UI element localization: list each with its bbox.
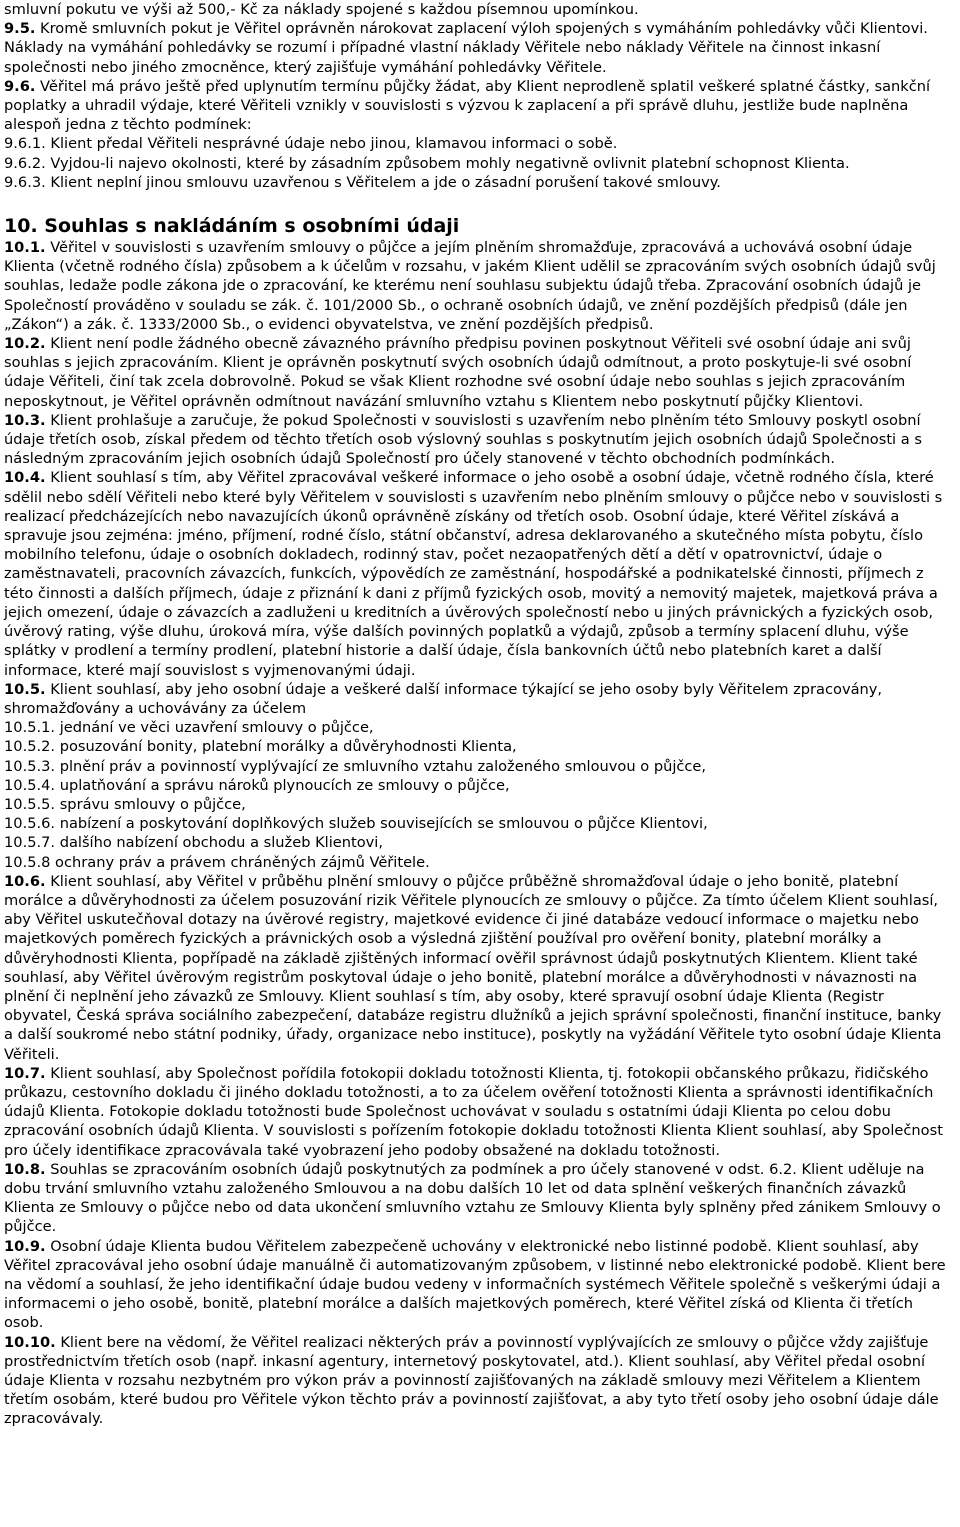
paragraph-10-7 bbox=[4, 1064, 954, 1160]
paragraph-10-5 bbox=[4, 680, 954, 718]
spacer bbox=[4, 192, 954, 211]
paragraph-10-9 bbox=[4, 1237, 954, 1333]
clause-number: 9.6. bbox=[4, 77, 36, 95]
list-item-10-5-6: 10.5.6. nabízení a poskytování doplňkových služeb souvisejících se smlouvou o půjčce Klientovi, bbox=[4, 815, 708, 833]
clause-number: 10.3. bbox=[4, 411, 46, 429]
list-item-10-5-4: 10.5.4. uplatňování a správu nároků plynoucích ze smlouvy o půjčce, bbox=[4, 776, 510, 794]
clause-text: Osobní údaje Klienta budou Věřitelem zabezpečeně uchovány v elektronické nebo listinné podobě. Klient souhlasí, aby Věřitel zpracovával jeho osobní údaje manuálně či automatizovaným způsobem, v listinné nebo elektronické podobě. Klient bere na vědomí a souhlasí, že jeho identifikační údaje budou vedeny v informačních systémech Věřitele společně s veškerými údaji a informacemi o jeho osobě, bonitě, platební morálce a dalších majetkových poměrech, které Věřitel získá od Klienta či třetích osob. bbox=[4, 1237, 946, 1332]
list-item-10-5-8: 10.5.8 ochrany práv a právem chráněných zájmů Věřitele. bbox=[4, 853, 430, 871]
clause-text: Klient není podle žádného obecně závazného právního předpisu povinen poskytnout Věřiteli své osobní údaje ani svůj souhlas s jejich zpracováním. Klient je oprávněn poskytnutí svých osobních údajů odmítnout, a proto poskytuje-li své osobní údaje Věřiteli, činí tak zcela dobrovolně. Pokud se však Klient rozhodne své osobní údaje nebo souhlas s jejich zpracováním neposkytnout, je Věřitel oprávněn odmítnout navázání smluvního vztahu s Klientem nebo poskytnutí půjčky Klientovi. bbox=[4, 335, 912, 410]
clause-number: 10.5. bbox=[4, 680, 46, 698]
clause-number: 10.1. bbox=[4, 239, 46, 257]
list-item-10-5-2: 10.5.2. posuzování bonity, platební morálky a důvěryhodnosti Klienta, bbox=[4, 738, 517, 756]
list-item-10-5-7: 10.5.7. dalšího nabízení obchodu a služeb Klientovi, bbox=[4, 834, 383, 852]
paragraph-10-10 bbox=[4, 1333, 954, 1429]
clause-text: Souhlas se zpracováním osobních údajů poskytnutých za podmínek a pro účely stanovené v odst. 6.2. Klient uděluje na dobu trvání smluvního vztahu založeného Smlouvou a na dobu dalších 10 let od data splnění veškerých finančních závazků Klienta ze Smlouvy o půjčce nebo od data ukončení smluvního vztahu ze Smlouvy Klienta byly splněny před zánikem Smlouvy o půjčce. bbox=[4, 1160, 941, 1236]
clause-text: Klient bere na vědomí, že Věřitel realizaci některých práv a povinností vyplývajících ze smlouvy o půjčce vždy zajišťuje prostřednictvím třetích osob (např. inkasní agentury, internetový poskytovatel, atd.). Klient souhlasí, aby Věřitel předal osobní údaje Klienta v rozsahu nezbytném pro výkon práv a povinností zajišťovaných na základě smlouvy mezi Věřitelem a Klientem třetím osobám, které budou pro Věřitele výkon těchto práv a povinností zajišťovat, a aby tyto třetí osoby jeho osobní údaje dále zpracovávaly. bbox=[4, 1333, 939, 1428]
paragraph-10-4 bbox=[4, 468, 954, 679]
clause-number: 9.5. bbox=[4, 20, 36, 38]
clause-text: Věřitel má právo ještě před uplynutím termínu půjčky žádat, aby Klient neprodleně splatil veškeré splatné částky, sankční poplatky a uhradil výdaje, které Věřiteli vznikly v souvislosti s výzvou k zaplacení a při správě dluhu, jestliže bude naplněna alespoň jedna z těchto podmínek: bbox=[4, 77, 931, 134]
clause-text: Klient souhlasí, aby jeho osobní údaje a veškeré další informace týkající se jeho osoby byly Věřitelem zpracovány, shromažďovány a uchovávány za účelem bbox=[4, 680, 883, 717]
clause-text: Věřitel v souvislosti s uzavřením smlouvy o půjčce a jejím plněním shromažďuje, zpracovává a uchovává osobní údaje Klienta (včetně rodného čísla) způsobem a k účelům v rozsahu, v jakém Klient udělil se zpracováním svých osobních údajů svůj souhlas, ledaže podle zákona jde o zpracování, ke kterému není souhlasu subjektu údajů třeba. Zpracování osobních údajů je Společností prováděno v souladu se zák. č. 101/2000 Sb., o ochraně osobních údajů, ve znění pozdějších předpisů (dále jen „Zákon“) a zák. č. 1333/2000 Sb., o evidenci obyvatelstva, ve znění pozdějších předpisů. bbox=[4, 239, 936, 333]
paragraph-9-6-3: 9.6.3. Klient neplní jinou smlouvu uzavřenou s Věřitelem a jde o zásadní porušení takové smlouvy. bbox=[4, 173, 721, 191]
paragraph-10-6 bbox=[4, 872, 954, 1064]
clause-number: 10.2. bbox=[4, 335, 46, 353]
clause-number: 10.8. bbox=[4, 1160, 46, 1178]
clause-number: 10.6. bbox=[4, 872, 46, 890]
clause-text: Kromě smluvních pokut je Věřitel oprávněn nárokovat zaplacení výloh spojených s vymáháním pohledávky vůči Klientovi. Náklady na vymáhání pohledávky se rozumí i případné vlastní náklady Věřitele nebo náklady Věřitele na činnost inkasní společnosti nebo jiného zmocněnce, který zajišťuje vymáhání pohledávky Věřitele. bbox=[4, 20, 928, 76]
paragraph-9-6-2: 9.6.2. Vyjdou-li najevo okolnosti, které by zásadním způsobem mohly negativně ovlivnit platební schopnost Klienta. bbox=[4, 154, 850, 172]
paragraph-9-5 bbox=[4, 19, 954, 77]
list-item-10-5-3: 10.5.3. plnění práv a povinností vyplývající ze smluvního vztahu založeného smlouvou o půjčce, bbox=[4, 757, 707, 775]
clause-text: Klient souhlasí s tím, aby Věřitel zpracovával veškeré informace o jeho osobě a osobní údaje, včetně rodného čísla, které sdělil nebo sdělí Věřiteli nebo které byly Věřitelem v souvislosti s uzavřením nebo plněním smlouvy o půjčce nebo v souvislosti s realizací předcházejících nebo navazujících úkonů oprávněně získány od třetích osob. Osobní údaje, které Věřitel získává a spravuje jsou zejména: jméno, příjmení, rodné číslo, státní občanství, adresa deklarovaného a skutečného místa pobytu, číslo mobilního telefonu, údaje o osobních dokladech, rodinný stav, počet nezaopatřených dětí a dětí v opatrovnictví, údaje o zaměstnavateli, pracovních závazcích, funkcích, výpovědích ze zaměstnání, hospodářské a podnikatelské činnosti, příjmech z této činnosti a dalších příjmech, údaje z přiznání k dani z příjmů fyzických osob, movitý a nemovitý majetek, majetková práva a jejich omezení, údaje o závazcích a zadluženi u kreditních a úvěrových společností nebo u jiných právnických a fyzických osob, úvěrový rating, výše dluhu, úroková míra, výše dalších povinných poplatků a výdajů, způsob a termíny splacení dluhu, výše splátky v prodlení a termíny prodlení, platební historie a další údaje, čísla bankovních účtů nebo platebních karet a další informace, které mají souvislost s vyjmenovanými údaji. bbox=[4, 469, 943, 679]
clause-text: Klient prohlašuje a zaručuje, že pokud Společnosti v souvislosti s uzavřením nebo plněním této Smlouvy poskytl osobní údaje třetích osob, získal předem od těchto třetích osob výslovný souhlas s poskytnutím jejich osobních údajů Společnosti a s následným zpracováním jejich osobních údajů Společností pro účely stanovené v těchto obchodních podmínkách. bbox=[4, 411, 922, 468]
clause-number: 10.9. bbox=[4, 1237, 46, 1255]
paragraph-10-3 bbox=[4, 411, 954, 469]
clause-number: 10.7. bbox=[4, 1064, 46, 1082]
list-item-10-5-1: 10.5.1. jednání ve věci uzavření smlouvy o půjčce, bbox=[4, 719, 374, 737]
clause-number: 10.4. bbox=[4, 469, 46, 487]
section-heading-10: 10. Souhlas s nakládáním s osobními údaji bbox=[4, 215, 460, 238]
paragraph-intro-tail: smluvní pokutu ve výši až 500,- Kč za náklady spojené s každou písemnou upomínkou. bbox=[4, 1, 639, 18]
paragraph-9-6-1: 9.6.1. Klient předal Věřiteli nesprávné údaje nebo jinou, klamavou informaci o sobě. bbox=[4, 135, 618, 153]
paragraph-10-8 bbox=[4, 1160, 954, 1237]
clause-text: Klient souhlasí, aby Společnost pořídila fotokopii dokladu totožnosti Klienta, tj. fotokopii občanského průkazu, řidičského průkazu, cestovního dokladu či jiného dokladu totožnosti, a to za účelem ověření totožnosti Klienta a správnosti identifikačních údajů Klienta. Fotokopie dokladu totožnosti bude Společnost uchovávat v souladu s ostatními údaji Klienta po celou dobu zpracování osobních údajů Klienta. V souvislosti s pořízením fotokopie dokladu totožnosti Klienta Klient souhlasí, aby Společnost pro účely identifikace zpracovávala také vyobrazení jeho podoby obsažené na dokladu totožnosti. bbox=[4, 1064, 943, 1159]
paragraph-9-6 bbox=[4, 77, 954, 135]
clause-text: Klient souhlasí, aby Věřitel v průběhu plnění smlouvy o půjčce průběžně shromažďoval údaje o jeho bonitě, platební morálce a důvěryhodnosti za účelem posuzování rizik Věřitele plynoucích ze smlouvy o půjčce. Za tímto účelem Klient souhlasí, aby Věřitel uskutečňoval dotazy na úvěrové registry, majetkové evidence či jiné databáze vedoucí informace o majetku nebo majetkových poměrech fyzických a právnických osob a výsledná zjištění používal pro ověření bonity, platební morálky a důvěryhodnosti Klienta, popřípadě na základě zjištěných informací ověřil správnost údajů poskytnutých Klientem. Klient také souhlasí, aby Věřitel úvěrovým registrům poskytoval údaje o jeho bonitě, platební morálce a důvěryhodnosti v návaznosti na plnění či neplnění jeho závazků ze Smlouvy. Klient souhlasí s tím, aby osoby, které spravují osobní údaje Klienta (Registr obyvatel, Česká správa sociálního zabezpečení, databáze registru dlužníků a jejich správní společnosti, finanční instituce, banky a další soukromé nebo státní podniky, úřady, organizace nebo instituce), poskytly na vyžádání Věřitele tyto osobní údaje Klienta Věřiteli. bbox=[4, 872, 942, 1063]
list-item-10-5-5: 10.5.5. správu smlouvy o půjčce, bbox=[4, 795, 246, 813]
paragraph-10-2 bbox=[4, 334, 954, 411]
clause-number: 10.10. bbox=[4, 1333, 56, 1351]
paragraph-10-1 bbox=[4, 238, 954, 334]
